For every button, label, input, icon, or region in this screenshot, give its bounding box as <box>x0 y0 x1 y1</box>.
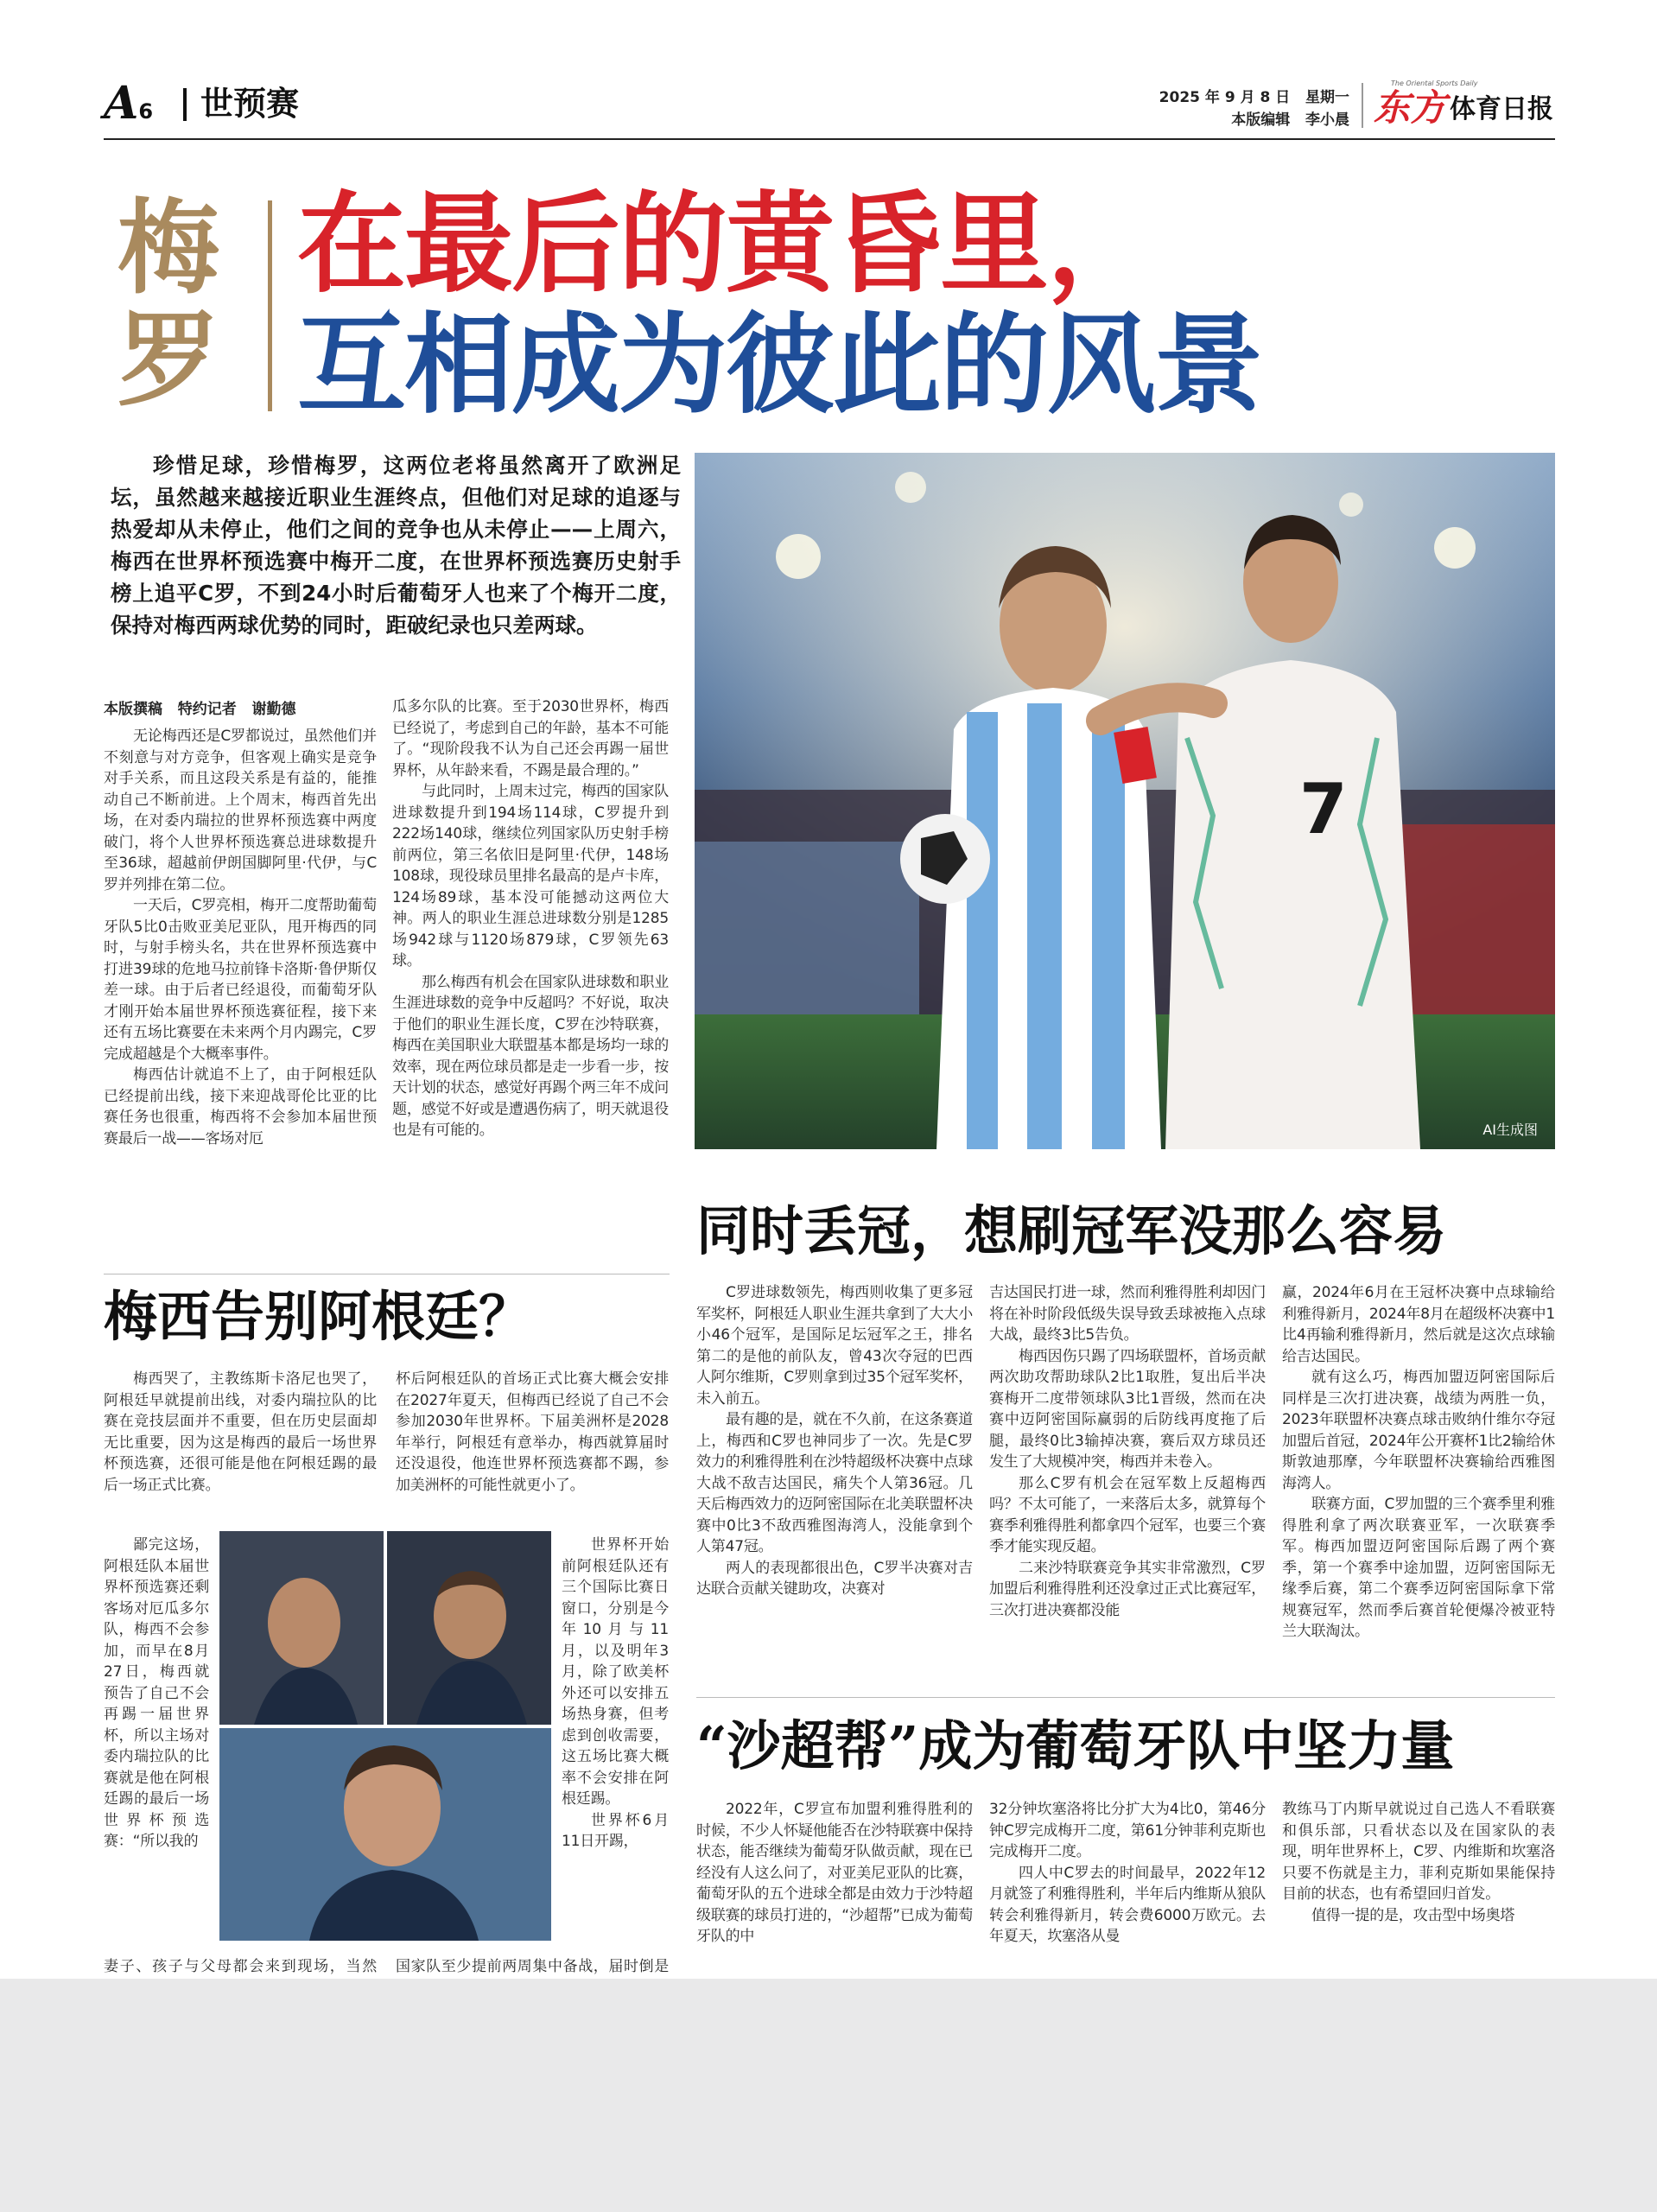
paragraph: 瓜多尔队的比赛。至于2030世界杯，梅西已经说了，考虑到自己的年龄，基本不可能了。“现阶段我不认为自己还会再踢一届世界杯，从年龄来看，不踢是最合理的。” <box>392 698 669 779</box>
collage-illustration <box>219 1531 551 1941</box>
section-name: 世预赛 <box>200 84 300 123</box>
saudi-column-2 <box>989 1799 1266 1948</box>
headline-line-1: 在最后的黄昏里， <box>297 180 1154 308</box>
paragraph: 与此同时，上周末过完，梅西的国家队进球数提升到194场114球，C罗提升到222场140球，继续位列国家队历史射手榜前两位，第三名依旧是阿里·代伊，148场108球，现役球员里排名最高的是卢卡库，124场89球，基本没可能撼动这两位大神。两人的职业生涯总进球数分别是1285场942球与1120场879球，C罗领先63球。 <box>392 783 669 969</box>
paragraph: 二来沙特联赛竞争其实非常激烈，C罗加盟后利雅得胜利还没拿过正式比赛冠军，三次打进决赛都没能 <box>989 1559 1266 1619</box>
paragraph: 杯后阿根廷队的首场正式比赛大概会安排在2027年夏天，但梅西已经说了自己不会参加2030年世界杯。下届美洲杯是2028年举行，阿根廷有意举办，梅西就算届时还没退役，他连世界杯预选赛都不踢，参加美洲杯的可能性就更小了。 <box>396 1370 669 1494</box>
page-footer-band <box>0 1979 1657 2212</box>
paragraph: 两人的表现都很出色，C罗半决赛对吉达联合贡献关键助攻，决赛对 <box>696 1559 973 1598</box>
saudi-column-3 <box>1282 1799 1555 1926</box>
headline-line-2: 互相成为彼此的风景 <box>297 301 1261 429</box>
paragraph: 无论梅西还是C罗都说过，虽然他们并不刻意与对方竞争，但客观上确实是竞争对手关系，而且这段关系是有益的，能推动自己不断前进。上个周末，梅西首先出场，在对委内瑞拉的世界杯预选赛中两度破门，将个人世界杯预选赛总进球数提升至36球，超越前伊朗国脚阿里·代伊，与C罗并列排在第二位。 <box>104 728 377 893</box>
brand-logo <box>1374 78 1555 133</box>
brand-divider <box>1362 83 1363 128</box>
section-headline-trophies: 同时丢冠，想刷冠军没那么容易 <box>696 1199 1447 1262</box>
kicker-char-1: 梅 <box>117 188 219 308</box>
paragraph: 国家队至少提前两周集中备战，届时倒是 <box>396 1958 669 1975</box>
section-headline-saudi: “沙超帮”成为葡萄牙队中坚力量 <box>696 1714 1455 1777</box>
page-letter: A <box>104 77 139 130</box>
paragraph: 就有这么巧，梅西加盟迈阿密国际后同样是三次打进决赛，战绩为两胜一负，2023年联盟杯决赛点球击败纳什维尔夺冠加盟后首冠，2024年公开赛杯1比2输给休斯敦迪那摩，今年联盟杯决赛输给西雅图海湾人。 <box>1282 1369 1555 1492</box>
paragraph: 值得一提的是，攻击型中场奥塔 <box>1311 1906 1515 1924</box>
paragraph: 赢，2024年6月在王冠杯决赛中点球输给利雅得新月，2024年8月在超级杯决赛中1比4再输利雅得新月，然后就是这次点球输给吉达国民。 <box>1282 1284 1555 1365</box>
paragraph: 吉达国民打进一球，然而利雅得胜利却因门将在补时阶段低级失误导致丢球被拖入点球大战，最终3比5告负。 <box>989 1284 1266 1344</box>
brand-name-red: 东方 <box>1374 86 1447 129</box>
hero-photo-illustration <box>695 453 1555 1149</box>
lead-paragraph: 珍惜足球，珍惜梅罗，这两位老将虽然离开了欧洲足坛，虽然越来越接近职业生涯终点，但他们对足球的追逐与热爱却从未停止，他们之间的竞争也从未停止——上周六，梅西在世界杯预选赛中梅开二度，在世界杯预选赛历史射手榜上追平C罗，不到24小时后葡萄牙人也来了个梅开二度，保持对梅西两球优势的同时，距破纪录也只差两球。 <box>111 453 681 638</box>
brand-english: The Oriental Sports Daily <box>1391 79 1478 87</box>
paragraph: 梅西哭了，主教练斯卡洛尼也哭了，阿根廷早就提前出线，对委内瑞拉队的比赛在竞技层面并不重要，但在历史层面却无比重要，因为这是梅西的最后一场世界杯预选赛，还很可能是他在阿根廷踢的最后一场正式比赛。 <box>104 1370 377 1494</box>
page-editor: 本版编辑 李小晨 <box>1231 111 1349 129</box>
paragraph: 最有趣的是，就在不久前，在这条赛道上，梅西和C罗也神同步了一次。先是C罗效力的利雅得胜利在沙特超级杯决赛中点球大战不敌吉达国民，痛失个人第36冠。几天后梅西效力的迈阿密国际在北美联盟杯决赛中0比3不敌西雅图海湾人，没能拿到个人第47冠。 <box>696 1411 973 1555</box>
trophies-column-2 <box>989 1282 1266 1621</box>
paragraph: 那么C罗有机会在冠军数上反超梅西吗？不太可能了，一来落后太多，就算每个赛季利雅得胜利都拿四个冠军，也要三个赛季才能实现反超。 <box>989 1474 1266 1555</box>
saudi-column-1 <box>696 1799 973 1948</box>
paragraph: 一天后，C罗亮相，梅开二度帮助葡萄牙队5比0击败亚美尼亚队，甩开梅西的同时，与射手榜头名，共在世界杯预选赛中打进39球的危地马拉前锋卡洛斯·鲁伊斯仅差一球。由于后者已经退役，而葡萄牙队才刚开始本届世界杯预选赛征程，接下来还有五场比赛要在未来两个月内踢完，C罗完成超越是个大概率事件。 <box>104 897 377 1063</box>
byline: 本版撰稿 特约记者 谢勤德 <box>104 701 296 718</box>
paragraph: 2022年，C罗宣布加盟利雅得胜利的时候，不少人怀疑他能否在沙特联赛中保持状态，能否继续为葡萄牙队做贡献，现在已经没有人这么问了，对亚美尼亚队的比赛，葡萄牙队的五个进球全都是由效力于沙特超级联赛的球员打进的，“沙超帮”已成为葡萄牙队的中 <box>696 1801 973 1945</box>
header-divider <box>183 88 187 121</box>
paragraph: 那么梅西有机会在国家队进球数和职业生涯进球数的竞争中反超吗？不好说，取决于他们的职业生涯长度，C罗在沙特联赛，梅西在美国职业大联盟基本都是场均一球的效率，现在两位球员都是走一步看一步，按天计划的状态，感觉好再踢个两三年不成问题，感觉不好或是遭遇伤病了，明天就退役也是有可能的。 <box>392 973 669 1139</box>
trophies-column-3 <box>1282 1282 1555 1643</box>
paragraph: 四人中C罗去的时间最早，2022年12月就签了利雅得胜利，半年后内维斯从狼队转会利雅得新月，转会费6000万欧元。去年夏天，坎塞洛从曼 <box>989 1864 1266 1945</box>
article-column-1 <box>104 726 377 1149</box>
messi-photo-collage <box>219 1531 551 1941</box>
issue-date: 2025 年 9 月 8 日 星期一 <box>1159 89 1349 106</box>
article-column-2 <box>392 696 669 1141</box>
brand-name-black: 体育日报 <box>1450 94 1553 124</box>
paragraph: 联赛方面，C罗加盟的三个赛季里利雅得胜利拿了两次联赛亚军，一次联赛季军。梅西加盟迈阿密国际后踢了两个赛季，第一个赛季中途加盟，迈阿密国际无缘季后赛，第二个赛季迈阿密国际拿下常规赛冠军，然而季后赛首轮便爆冷被亚特兰大联淘汰。 <box>1282 1496 1555 1640</box>
header-rule <box>104 138 1555 140</box>
svg-text:7: 7 <box>1299 769 1348 849</box>
section-rule <box>696 1697 1555 1698</box>
trophies-column-1 <box>696 1282 973 1600</box>
paragraph: 鄙完这场，阿根廷队本届世界杯预选赛还剩客场对厄瓜多尔队，梅西不会参加，而早在8月27日，梅西就预告了自己不会再踢一届世界杯，所以主场对委内瑞拉队的比赛就是他在阿根廷踢的最后一场世界杯预选赛：“所以我的 <box>104 1536 209 1850</box>
kicker <box>104 188 233 420</box>
farewell-column-b-narrow <box>562 1535 669 1853</box>
paragraph: 梅西估计就追不上了，由于阿根廷队已经提前出线，接下来迎战哥伦比亚的比赛任务也很重，梅西将不会参加本届世预赛最后一战——客场对厄 <box>104 1066 377 1147</box>
paragraph: 妻子、孩子与父母都会来到现场，当然 <box>104 1958 377 1975</box>
kicker-divider <box>268 200 272 411</box>
section-headline-farewell: 梅西告别阿根廷？ <box>104 1285 533 1348</box>
paragraph: 世界杯开始前阿根廷队还有三个国际比赛日窗口，分别是今年10月与11月，以及明年3月，除了欧美杯外还可以安排五场热身赛，但考虑到创收需要，这五场比赛大概率不会安排在阿根廷踢。 <box>562 1536 669 1808</box>
paragraph: C罗进球数领先，梅西则收集了更多冠军奖杯，阿根廷人职业生涯共拿到了大大小小46个冠军，是国际足坛冠军之王，排名第二的是他的前队友，曾43次夺冠的巴西人阿尔维斯，C罗则拿到过35个冠军奖杯，未入前五。 <box>696 1284 973 1408</box>
paragraph: 教练马丁内斯早就说过自己选人不看联赛和俱乐部，只看状态以及在国家队的表现，明年世界杯上，C罗、内维斯和坎塞洛只要不伤就是主力，菲利克斯如果能保持目前的状态，也有希望回归首发。 <box>1282 1801 1555 1903</box>
page-sub-number: 6 <box>138 99 154 124</box>
page-number <box>104 78 153 130</box>
kicker-char-2: 罗 <box>117 300 219 420</box>
paragraph: 梅西因伤只踢了四场联盟杯，首场贡献两次助攻帮助球队2比1取胜，复出后半决赛梅开二度带领球队3比1晋级，然而在决赛中迈阿密国际赢弱的后防线再度拖了后腿，最终0比3输掉决赛，赛后双方球员还发生了大规模冲突，梅西并未卷入。 <box>989 1347 1266 1471</box>
page-header <box>104 78 1555 138</box>
paragraph: 世界杯6月11日开踢， <box>562 1811 669 1850</box>
farewell-column-a-narrow <box>104 1535 209 1853</box>
hero-photo <box>695 453 1555 1149</box>
photo-credit: AI生成图 <box>1482 1122 1538 1138</box>
farewell-column-b <box>396 1369 669 1496</box>
paragraph: 32分钟坎塞洛将比分扩大为4比0，第46分钟C罗完成梅开二度，第61分钟菲利克斯也完成梅开二度。 <box>989 1801 1266 1860</box>
farewell-column-a <box>104 1369 377 1496</box>
